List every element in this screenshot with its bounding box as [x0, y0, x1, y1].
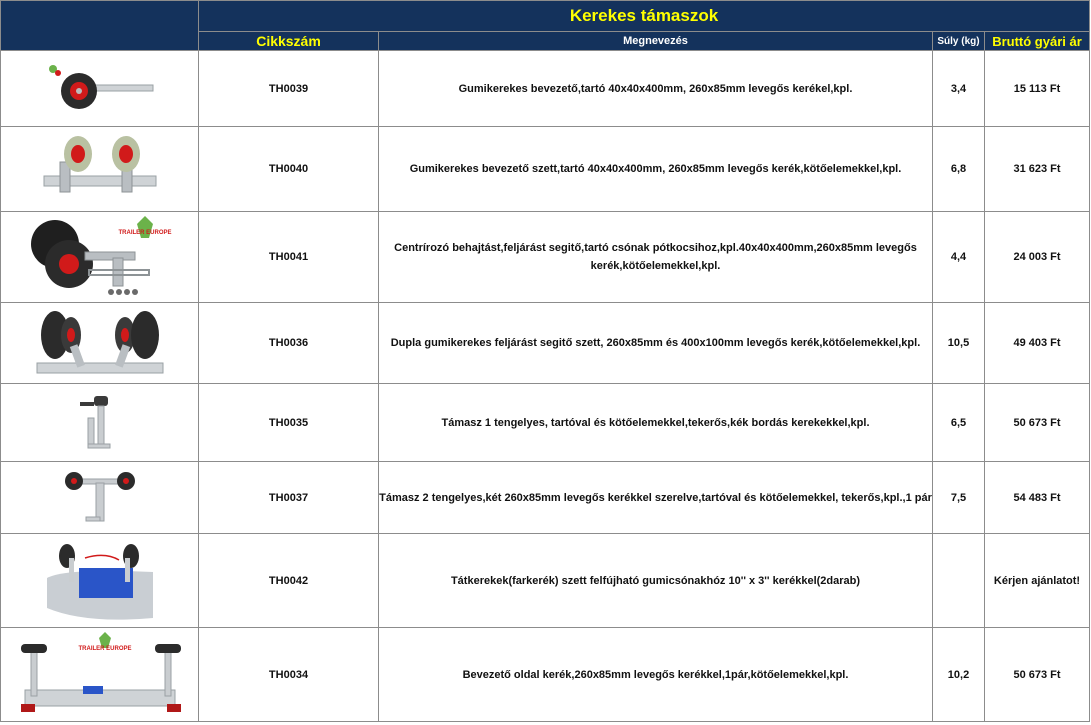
table-row — [1, 462, 1090, 534]
product-price: 54 483 Ft — [985, 462, 1090, 534]
table-row — [1, 384, 1090, 462]
trailer-logo-text: TRAILER EUROPE — [117, 230, 172, 236]
wheel-guide-set-icon — [40, 132, 160, 207]
product-code: TH0035 — [199, 384, 379, 462]
double-wheel-ramp-icon — [35, 305, 165, 381]
product-price: Kérjen ajánlatot! — [985, 534, 1090, 628]
product-image-cell — [1, 534, 199, 628]
column-header-name: Megnevezés — [379, 32, 933, 51]
table-row — [1, 303, 1090, 384]
product-description: Gumikerekes bevezető,tartó 40x40x400mm, 260x85mm levegős kerékel,kpl. — [379, 51, 933, 127]
product-price: 50 673 Ft — [985, 628, 1090, 722]
header-blank-cell — [1, 1, 199, 51]
product-image-cell — [1, 212, 199, 303]
product-image-cell — [1, 384, 199, 462]
title-row — [1, 1, 1090, 32]
column-header-weight: Súly (kg) — [933, 32, 985, 51]
table-row — [1, 534, 1090, 628]
product-price: 15 113 Ft — [985, 51, 1090, 127]
column-header-code: Cikkszám — [199, 32, 379, 51]
single-wheel-guide-icon — [45, 59, 155, 119]
product-image-cell — [1, 628, 199, 722]
table-row — [1, 51, 1090, 127]
product-code: TH0042 — [199, 534, 379, 628]
product-description: Támasz 1 tengelyes, tartóval és kötőelemekkel,tekerős,kék bordás kerekekkel,kpl. — [379, 384, 933, 462]
product-code: TH0039 — [199, 51, 379, 127]
product-code: TH0041 — [199, 212, 379, 303]
product-weight: 6,5 — [933, 384, 985, 462]
table-row — [1, 628, 1090, 722]
product-weight: 6,8 — [933, 127, 985, 212]
product-price: 49 403 Ft — [985, 303, 1090, 384]
product-price: 50 673 Ft — [985, 384, 1090, 462]
product-weight: 10,5 — [933, 303, 985, 384]
product-weight: 3,4 — [933, 51, 985, 127]
product-image-cell — [1, 462, 199, 534]
table-row — [1, 127, 1090, 212]
product-description: Centrírozó behajtást,feljárást segitő,tartó csónak pótkocsihoz,kpl.40x40x400mm,260x85mm levegős kerék,kötőelemekkel,kpl. — [379, 212, 933, 303]
single-axle-support-icon — [70, 388, 130, 458]
trailer-logo-text: TRAILER EUROPE — [77, 645, 132, 652]
side-guide-wheel-icon — [5, 630, 195, 720]
inflatable-boat-wheels-icon — [45, 538, 155, 624]
centering-wheel-icon — [25, 214, 175, 300]
product-description: Bevezető oldal kerék,260x85mm levegős kerékkel,1pár,kötőelemekkel,kpl. — [379, 628, 933, 722]
product-weight: 4,4 — [933, 212, 985, 303]
double-axle-support-icon — [60, 465, 140, 531]
product-weight — [933, 534, 985, 628]
product-price: 24 003 Ft — [985, 212, 1090, 303]
page-title: Kerekes támaszok — [569, 6, 719, 25]
product-description: Támasz 2 tengelyes,két 260x85mm levegős kerékkel szerelve,tartóval és kötőelemekkel, tekerős,kpl.,1 pár — [379, 462, 933, 534]
product-weight: 7,5 — [933, 462, 985, 534]
product-description: Gumikerekes bevezető szett,tartó 40x40x400mm, 260x85mm levegős kerék,kötőelemekkel,kpl. — [379, 127, 933, 212]
product-code: TH0034 — [199, 628, 379, 722]
product-image-cell — [1, 127, 199, 212]
product-code: TH0037 — [199, 462, 379, 534]
column-header-price: Bruttó gyári ár — [985, 32, 1090, 51]
product-image-cell — [1, 303, 199, 384]
product-code: TH0040 — [199, 127, 379, 212]
product-image-cell — [1, 51, 199, 127]
product-weight: 10,2 — [933, 628, 985, 722]
product-price: 31 623 Ft — [985, 127, 1090, 212]
table-row — [1, 212, 1090, 303]
title-cell — [199, 1, 1090, 32]
product-code: TH0036 — [199, 303, 379, 384]
product-description: Tátkerekek(farkerék) szett felfújható gumicsónakhóz 10'' x 3'' kerékkel(2darab) — [379, 534, 933, 628]
product-description: Dupla gumikerekes feljárást segitő szett, 260x85mm és 400x100mm levegős kerék,kötőelemekkel,kpl. — [379, 303, 933, 384]
